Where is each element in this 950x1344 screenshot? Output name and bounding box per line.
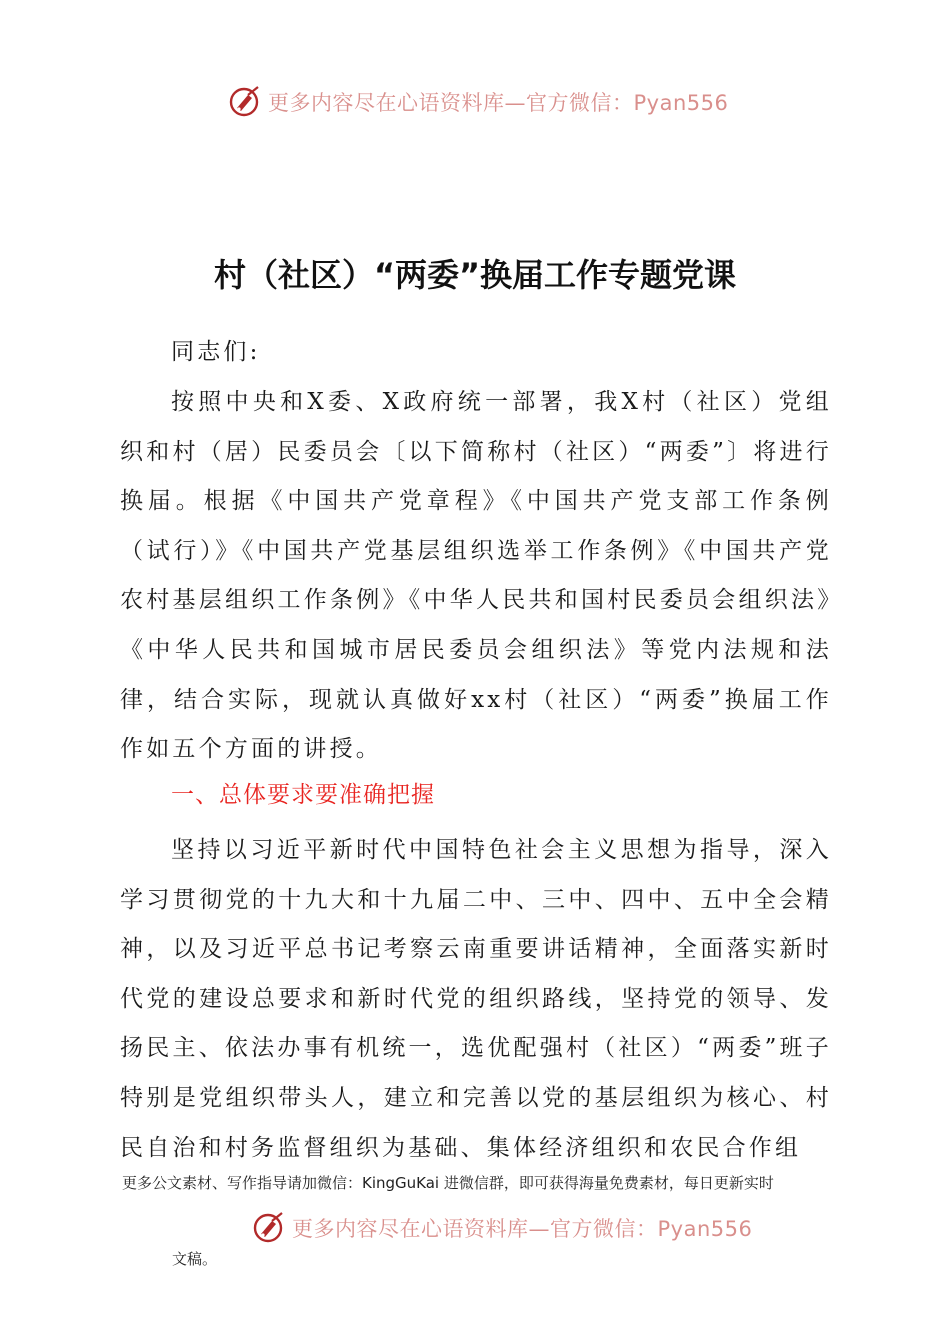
paragraph-requirements: 坚持以习近平新时代中国特色社会主义思想为指导，深入学习贯彻党的十九大和十九届二中、三中、四中、五中全会精神，以及习近平总书记考察云南重要讲话精神，全面落实新时代党的建设总要求和新时代党的组织路线，坚持党的领导、发扬民主、依法办事有机统一，选优配强村（社区）“两委”班子特别是党组织带头人，建立和完善以党的基层组织为核心、村民自治和村务监督组织为基础、集体经济组织和农民合作组 bbox=[120, 837, 832, 1161]
salutation: 同志们: bbox=[171, 339, 261, 365]
footer-note-continued: 文稿。 bbox=[172, 1250, 218, 1268]
watermark-top bbox=[228, 84, 728, 120]
watermark-text: 更多内容尽在心语资料库—官方微信：Pyan556 bbox=[268, 91, 729, 115]
section-heading-1: 一、总体要求要准确把握 bbox=[171, 782, 435, 808]
document-title: 村（社区）“两委”换届工作专题党课 bbox=[213, 256, 737, 294]
watermark-bottom bbox=[252, 1210, 752, 1246]
footer-note: 更多公文素材、写作指导请加微信：KingGuKai 进微信群，即可获得海量免费素材，每日更新实时 bbox=[122, 1174, 774, 1192]
pen-logo-icon bbox=[252, 1210, 288, 1246]
paragraph-intro: 按照中央和X委、X政府统一部署，我X村（社区）党组织和村（居）民委员会〔以下简称村（社区）“两委”〕将进行换届。根据《中国共产党章程》《中国共产党支部工作条例（试行）》《中国共产党基层组织选举工作条例》《中国共产党农村基层组织工作条例》《中华人民共和国村民委员会组织法》《中华人民共和国城市居民委员会组织法》等党内法规和法律，结合实际，现就认真做好xx村（社区）“两委”换届工作作如五个方面的讲授。 bbox=[120, 389, 832, 763]
pen-logo-icon bbox=[228, 84, 264, 120]
watermark-text: 更多内容尽在心语资料库—官方微信：Pyan556 bbox=[292, 1217, 753, 1241]
